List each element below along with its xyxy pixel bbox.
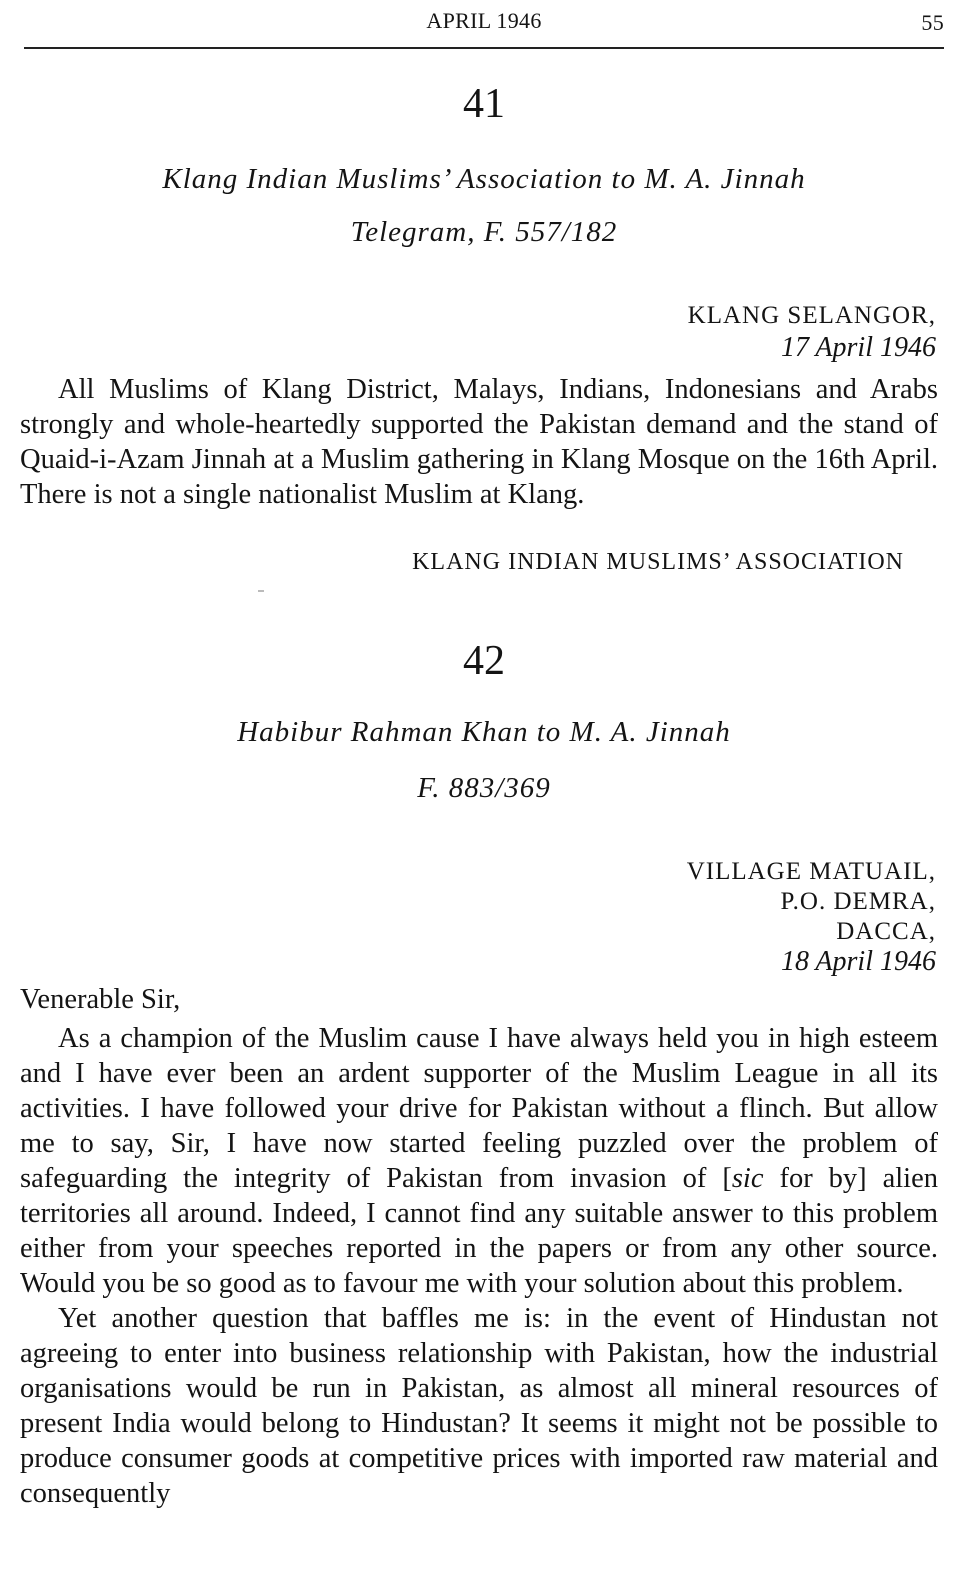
document-41-signature: KLANG INDIAN MUSLIMS’ ASSOCIATION bbox=[412, 549, 904, 575]
sic-annotation: sic bbox=[731, 1163, 764, 1194]
document-41-paragraph: All Muslims of Klang District, Malays, Indians, Indonesians and Arabs strongly and whole-heartedly supported the Pakistan demand and the stand of Quaid-i-Azam Jinnah at a Muslim gathering in Klang Mosque on the 16th April. There is not a single nationalist Muslim at Klang. bbox=[20, 374, 938, 510]
header-rule bbox=[24, 47, 944, 49]
document-42-paragraph-1 bbox=[20, 1021, 938, 1301]
print-speck bbox=[258, 590, 264, 592]
document-42-salutation: Venerable Sir, bbox=[20, 984, 181, 1015]
document-42-date: 18 April 1946 bbox=[780, 946, 936, 977]
document-42-reference: F. 883/369 bbox=[417, 772, 551, 804]
document-42-title: Habibur Rahman Khan to M. A. Jinnah bbox=[237, 716, 731, 748]
document-number-41: 41 bbox=[463, 81, 505, 127]
running-head bbox=[0, 6, 968, 38]
paragraph-1-text-b: for by] alien territories all around. Indeed, I cannot find any suitable answer to this problem either from your speeches reported in the papers or from any other source. Would you be so good as to favour me with your solution about this problem. bbox=[20, 1163, 939, 1299]
document-number-42: 42 bbox=[463, 638, 505, 684]
document-41-place: KLANG SELANGOR, bbox=[687, 302, 936, 329]
paragraph-1-text-a: As a champion of the Muslim cause I have always held you in high esteem and I have ever been an ardent supporter of the Muslim League in all its activities. I have followed your drive for Pakistan without a flinch. But allow me to say, Sir, I have now started feeling puzzled over the problem of safeguarding the integrity of Pakistan from invasion of [ bbox=[20, 1023, 938, 1194]
document-42-paragraph-2: Yet another question that baffles me is: in the event of Hindustan not agreeing to enter into business relationship with Pakistan, how the industrial organisations would be run in Pakistan, as almost all mineral resources of present India would belong to Hindustan? It seems it might not be possible to produce consumer goods at competitive prices with imported raw material and consequently bbox=[20, 1303, 938, 1509]
document-41-date: 17 April 1946 bbox=[780, 332, 936, 363]
document-41-reference: Telegram, F. 557/182 bbox=[350, 216, 618, 248]
document-41-title: Klang Indian Muslims’ Association to M. A. Jinnah bbox=[162, 163, 806, 195]
running-head-title: APRIL 1946 bbox=[426, 8, 542, 33]
document-42-address-line-1: VILLAGE MATUAIL, bbox=[686, 858, 936, 885]
document-42-address-line-2: P.O. DEMRA, bbox=[780, 888, 936, 915]
page-number: 55 bbox=[921, 10, 944, 35]
document-42-body bbox=[20, 1021, 938, 1511]
document-41-body bbox=[20, 372, 938, 512]
document-42-address-line-3: DACCA, bbox=[836, 918, 936, 945]
